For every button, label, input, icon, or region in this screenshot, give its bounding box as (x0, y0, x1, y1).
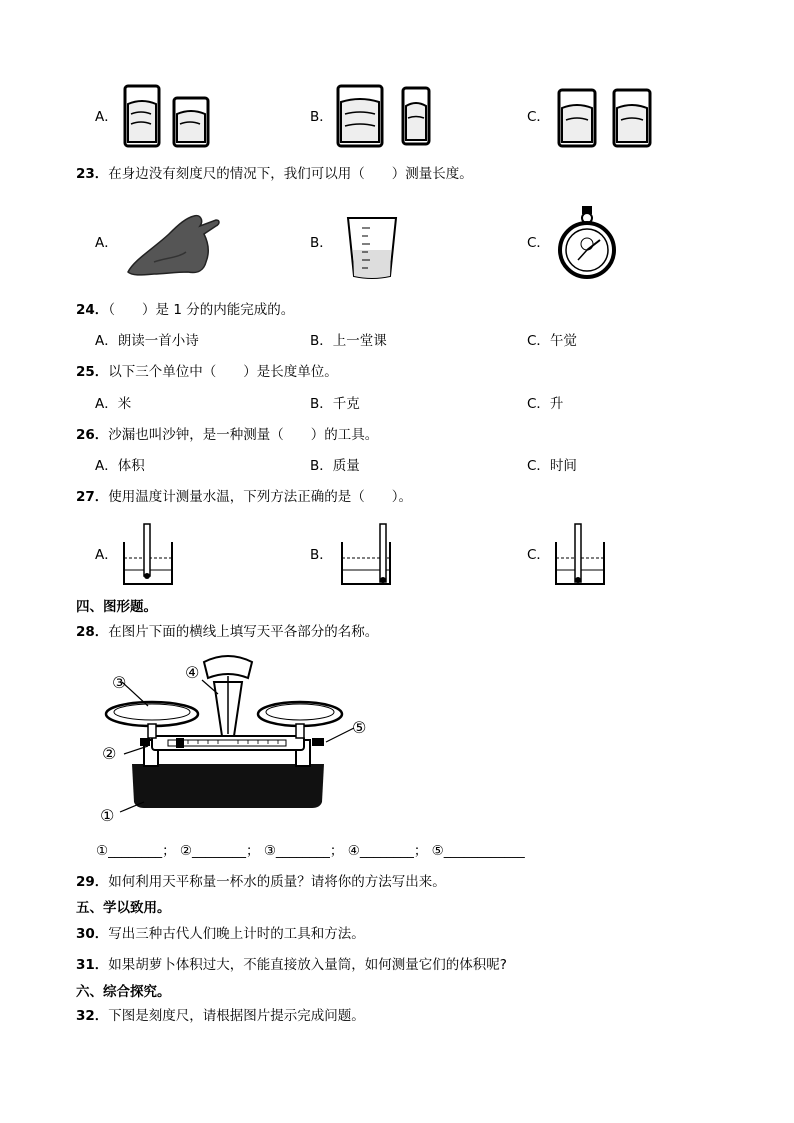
q22-option-c[interactable]: C． (527, 109, 550, 125)
balance-scale-diagram (92, 652, 382, 832)
q26-number: 26． (76, 427, 109, 443)
q32-stem (76, 1007, 365, 1025)
q30-number: 30． (76, 926, 109, 942)
q28-number: 28． (76, 624, 109, 640)
q25-option-a[interactable]: A．米 (95, 396, 132, 412)
q31-number: 31． (76, 957, 109, 973)
q23-option-a[interactable]: A． (95, 235, 118, 251)
q23-option-c[interactable]: C． (527, 235, 550, 251)
q25-number: 25． (76, 364, 109, 380)
q26-option-c[interactable]: C．时间 (527, 458, 577, 474)
q22-c-cups-image (556, 86, 656, 152)
thermometer-beaker-a-image (122, 522, 174, 588)
q28-stem (76, 623, 378, 641)
q24-stem (76, 301, 294, 319)
balance-label-1: ① (100, 806, 115, 825)
balance-label-5: ⑤ (352, 718, 367, 737)
q28-blank-1[interactable]: ①________； (96, 843, 176, 859)
q23-stem (76, 165, 473, 183)
q22-a-cups-image (122, 84, 217, 154)
q23-number: 23． (76, 166, 109, 182)
balance-label-3: ③ (112, 673, 127, 692)
section-4-heading: 四、图形题。 (76, 599, 157, 615)
section-6-heading: 六、综合探究。 (76, 984, 171, 1000)
q24-option-c[interactable]: C．午觉 (527, 333, 577, 349)
q24-text: （ ）是 1 分的内能完成的。 (108, 302, 295, 318)
balance-adjust-nut (312, 738, 324, 746)
hand-image (124, 212, 224, 278)
q31-stem (76, 956, 507, 974)
q22-b-cups-image (335, 84, 435, 154)
balance-scale-plate (204, 656, 252, 678)
q25-text: 以下三个单位中（ ）是长度单位。 (108, 364, 338, 380)
q27-stem (76, 488, 412, 506)
q27-text: 使用温度计测量水温，下列方法正确的是（ ）。 (108, 489, 413, 505)
q25-option-b[interactable]: B．千克 (310, 396, 360, 412)
q28-blank-4[interactable]: ④________； (347, 843, 428, 859)
q27-option-c[interactable]: C． (527, 547, 550, 563)
thermometer-beaker-b-image (340, 522, 392, 588)
q22-option-a[interactable]: A． (95, 109, 118, 125)
q26-option-a[interactable]: A．体积 (95, 458, 145, 474)
measuring-cup-image (344, 214, 400, 282)
q26-option-b[interactable]: B．质量 (310, 458, 360, 474)
section-5-heading: 五、学以致用。 (76, 900, 171, 916)
balance-right-pan (258, 702, 342, 726)
q28-answer-blanks (96, 842, 525, 860)
q28-blank-3[interactable]: ③________； (263, 843, 344, 859)
q29-number: 29． (76, 874, 109, 890)
q32-number: 32． (76, 1008, 109, 1024)
q24-option-b[interactable]: B．上一堂课 (310, 333, 387, 349)
q29-text: 如何利用天平称量一杯水的质量？请将你的方法写出来。 (108, 874, 446, 890)
q30-text: 写出三种古代人们晚上计时的工具和方法。 (108, 926, 365, 942)
q27-option-a[interactable]: A． (95, 547, 118, 563)
q25-stem (76, 363, 338, 381)
balance-left-pan (106, 702, 198, 726)
q30-stem (76, 925, 365, 943)
q31-text: 如果胡萝卜体积过大，不能直接放入量筒，如何测量它们的体积呢? (108, 957, 507, 973)
balance-label-2: ② (102, 744, 117, 763)
q27-number: 27． (76, 489, 109, 505)
balance-label-4: ④ (185, 663, 200, 682)
stopwatch-image (556, 204, 616, 282)
q27-option-b[interactable]: B． (310, 547, 333, 563)
thermometer-beaker-c-image (554, 522, 606, 588)
balance-base (132, 764, 324, 808)
q23-text: 在身边没有刻度尺的情况下，我们可以用（ ）测量长度。 (108, 166, 473, 182)
q32-text: 下图是刻度尺，请根据图片提示完成问题。 (108, 1008, 365, 1024)
q28-blank-2[interactable]: ②________； (179, 843, 260, 859)
q23-option-b[interactable]: B． (310, 235, 333, 251)
q28-blank-5[interactable]: ⑤____________ (431, 843, 525, 859)
q25-option-c[interactable]: C．升 (527, 396, 564, 412)
q28-text: 在图片下面的横线上填写天平各部分的名称。 (108, 624, 379, 640)
q26-text: 沙漏也叫沙钟，是一种测量（ ）的工具。 (108, 427, 379, 443)
q26-stem (76, 426, 378, 444)
q22-option-b[interactable]: B． (310, 109, 333, 125)
q24-number: 24． (76, 302, 109, 318)
q24-option-a[interactable]: A．朗读一首小诗 (95, 333, 199, 349)
q29-stem (76, 873, 446, 891)
